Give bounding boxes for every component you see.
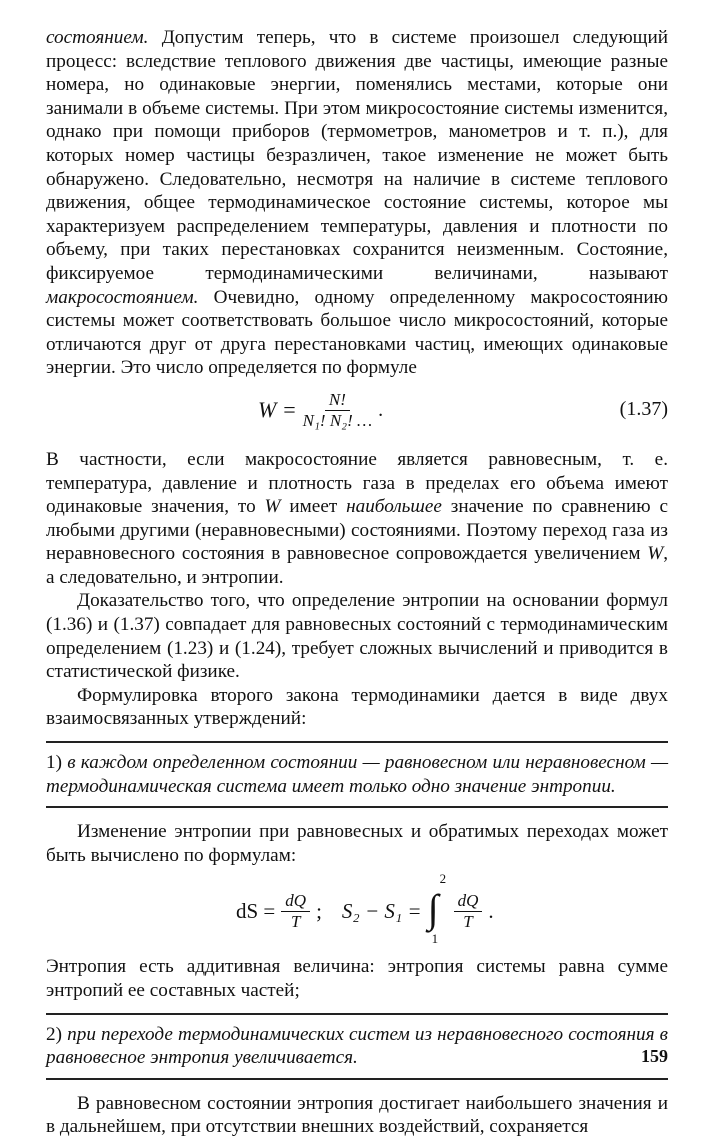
statement-2 <box>46 1015 668 1070</box>
paragraph-equilibrium-max: В равновесном состоянии энтропия достигает наибольшего значения и в дальнейшем, при отсутствии внешних воздействий, сохраняется <box>46 1092 668 1138</box>
statement-number: 2) <box>46 1023 62 1045</box>
fraction-numerator: N! <box>325 390 350 411</box>
formula-ds: dS = <box>236 898 276 923</box>
paragraph-proof: Доказательство того, что определение энтропии на основании формул (1.36) и (1.37) совпадает для равновесных состояний с термодинамическим определением (1.23) и (1.24), требует сложных вычислений и приводится в статистической физике. <box>46 590 668 683</box>
divider <box>46 806 668 808</box>
em-macrostate: макросостоянием. <box>46 286 199 308</box>
fraction-denominator: T <box>290 911 301 931</box>
formula-dot: . <box>488 898 494 923</box>
paragraph-equilibrium <box>46 448 668 590</box>
statement-number: 1) <box>46 752 62 774</box>
text-part-2: Очевидно, одному определенному макросостоянию системы может соответствовать большое число микросостояний, которые отличаются друг от друга перестановками частиц, имеющих одинаковые энергии. Это число определяется по формуле <box>46 286 668 379</box>
fraction-dq-t-2 <box>454 891 483 932</box>
fraction-denominator: T <box>463 911 473 931</box>
formula-entropy <box>46 869 668 949</box>
em-state: состоянием. <box>46 27 149 48</box>
formula-difference: S₂ − S₁ = <box>341 898 422 923</box>
integral-lower: 1 <box>431 931 439 947</box>
paragraph-additive: Энтропия есть аддитивная величина: энтропия системы равна сумме энтропий ее составных частей; <box>46 956 668 1001</box>
em-greatest: наибольшее <box>346 496 442 518</box>
text-part-1: Допустим теперь, что в системе произошел следующий процесс: вследствие теплового движения две частицы, имеющие разные номера, но одинаковые энергии, поменялись местами, которые они занимали в объеме системы. При этом микросостояние системы изменится, однако при помощи приборов (термометров, манометров и т. п.), для которых номер частицы безразличен, такое изменение не может быть обнаружено. Следовательно, несмотря на наличие в системе теплового движения, общее термодинамическое состояние системы, которое мы характеризуем распределением температуры, давления и плотности по объему, при таких перестановках сохранится неизменным. Состояние, фиксируемое термодинамическими величинами, называют <box>46 27 668 284</box>
equation-number: (1.37) <box>619 397 668 420</box>
fraction-denominator: N₁! N₂! … <box>302 410 373 430</box>
symbol-w: W <box>647 543 664 565</box>
fraction-dq-t <box>281 891 310 932</box>
page-number: 159 <box>641 1046 668 1066</box>
integral-sign <box>427 871 448 947</box>
statement-text: при переходе термодинамических систем из неравновесного состояния в равновесное энтропия увеличивается. <box>46 1023 668 1069</box>
statement-1 <box>46 743 668 798</box>
integral-icon: ∫ <box>427 886 439 932</box>
formula-dot: . <box>378 398 384 421</box>
formula-fraction <box>301 390 374 431</box>
formula-lhs: W = <box>258 397 297 423</box>
statement-text: в каждом определенном состоянии — равновесном или неравновесном — термодинамическая система имеет только одно значение энтропии. <box>46 752 668 797</box>
formula-separator: ; <box>316 898 322 923</box>
text-part: В частности, если макросостояние является равновесным, т. е. температура, давление и плотность газа в пределах его объема имеют одинаковые значения, то <box>46 448 668 518</box>
text-part: , а следовательно, и энтропии. <box>46 543 668 588</box>
paragraph-microstate <box>46 26 668 380</box>
text-part: значение по сравнению с любыми другими (неравновесными) состояниями. Поэтому переход газа из неравновесного состояния в равновесное сопровождается увеличением <box>46 496 668 565</box>
fraction-numerator: dQ <box>281 891 310 912</box>
fraction-numerator: dQ <box>454 891 483 912</box>
page-body <box>46 26 668 1139</box>
divider <box>46 1078 668 1080</box>
text-part: имеет <box>280 496 347 518</box>
paragraph-second-law: Формулировка второго закона термодинамики дается в виде двух взаимосвязанных утверждений: <box>46 684 668 730</box>
formula-1-37 <box>46 384 668 442</box>
symbol-w: W <box>264 496 281 518</box>
paragraph-entropy-change: Изменение энтропии при равновесных и обратимых переходах может быть вычислено по формулам: <box>46 821 668 866</box>
integral-upper: 2 <box>439 871 447 887</box>
